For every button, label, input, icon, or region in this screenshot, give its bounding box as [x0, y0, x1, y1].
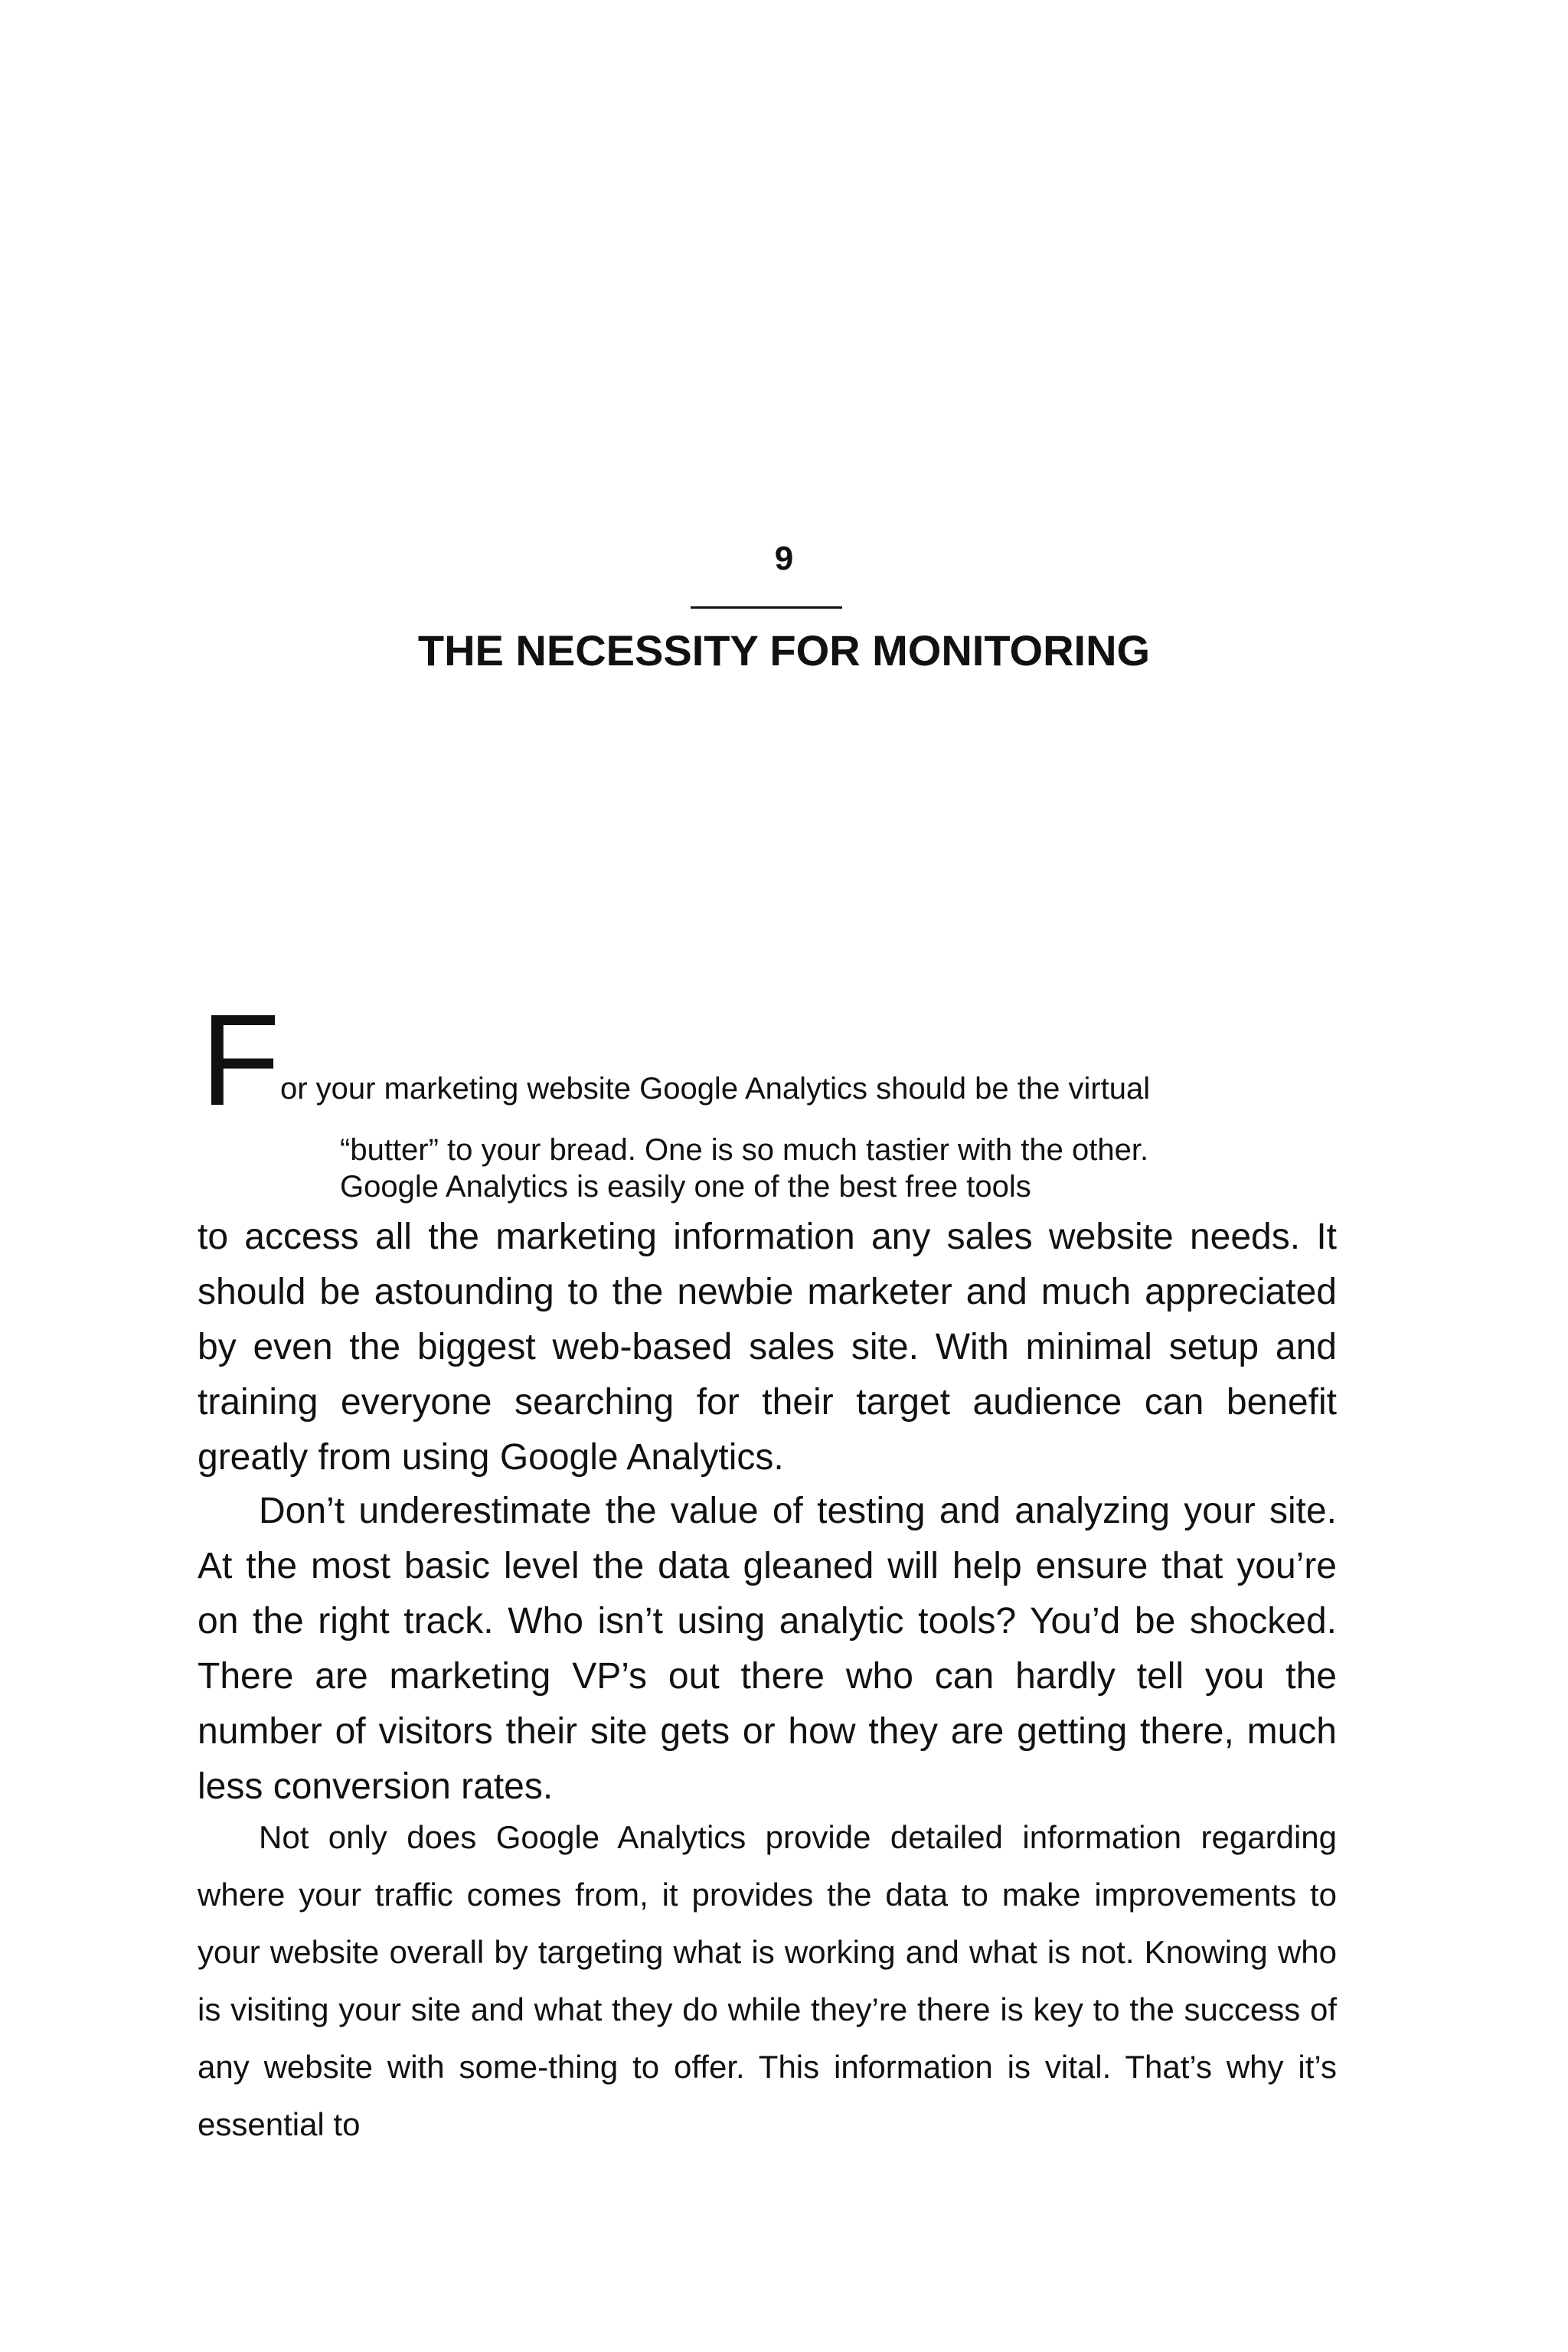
paragraph-1: to access all the marketing information any sales website needs. It should be astounding to the newbie marketer and much appreciated by even the biggest web-based sales site. With minimal setup and training everyone searching for their target audience can benefit greatly from using Google Analytics.: [198, 1217, 1337, 1478]
chapter-title: THE NECESSITY FOR MONITORING: [417, 626, 1151, 675]
opening-line-2: “butter” to your bread. One is so much tastier with the other.: [340, 1133, 1149, 1167]
drop-cap: F: [201, 988, 280, 1133]
paragraph-3: Not only does Google Analytics provide detailed information regarding where your traffic comes from, it provides the data to make improvements to your website overall by targeting what is working and what is not. Knowing who is visiting your site and what they do while they’re there is key to the success of any website with some-thing to offer. This information is vital. That’s why it’s essential to: [198, 1819, 1337, 2142]
chapter-number: 9: [774, 540, 794, 577]
paragraph-2: Don’t underestimate the value of testing and analyzing your site. At the most basic level the data gleaned will help ensure that you’re on the right track. Who isn’t using analytic tools? You’d be shocked. There are marketing VP’s out there who can hardly tell you the number of visitors their site gets or how they are getting there, much less conversion rates.: [198, 1491, 1337, 1807]
opening-line-1: or your marketing website Google Analytics should be the virtual: [280, 1072, 1151, 1106]
opening-line-3: Google Analytics is easily one of the best free tools: [340, 1170, 1031, 1204]
chapter-rule: [691, 606, 842, 609]
